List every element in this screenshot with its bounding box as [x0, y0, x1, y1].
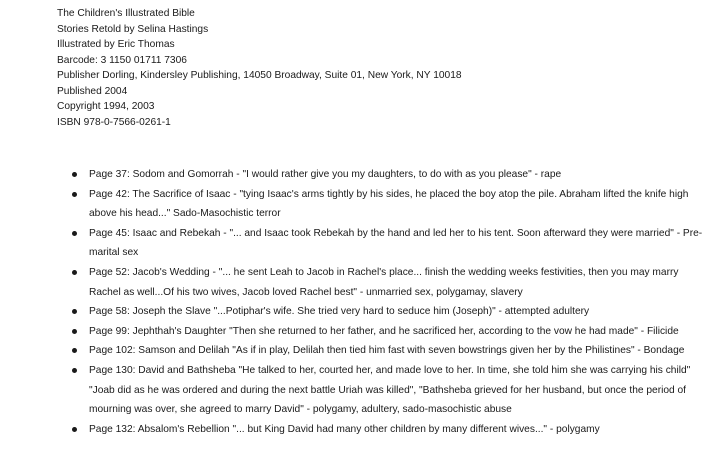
list-item — [72, 165, 712, 185]
list-item — [72, 224, 712, 263]
story-bullet-list — [72, 165, 712, 439]
book-publisher: Publisher Dorling, Kindersley Publishing, 14050 Broadway, Suite 01, New York, NY 10018 — [57, 70, 462, 81]
list-item-text: Page 99: Jephthah's Daughter "Then she returned to her father, and he sacrificed her, according to the vow he had made" - Filicide — [89, 325, 679, 337]
bullet-icon — [72, 427, 77, 432]
book-published-date: Published 2004 — [57, 85, 128, 97]
list-item-text: Page 132: Absalom's Rebellion "... but King David had many other children by many different wives..." - polygamy — [89, 423, 600, 435]
bullet-icon — [72, 329, 77, 334]
bullet-icon — [72, 172, 77, 177]
bullet-icon — [72, 348, 77, 353]
bullet-icon — [72, 368, 77, 373]
bullet-icon — [72, 270, 77, 275]
book-barcode: Barcode: 3 1150 01711 7306 — [57, 54, 187, 66]
list-item-text: Page 130: David and Bathsheba "He talked to her, courted her, and made love to her. In time, she told him she was carrying his child" "Joab did as he was ordered and during the next battle Uriah was killed", "Bathsheba grieved for her husband, but once the period of mourning was over, she agreed to marry David" - polygamy, adultery, sado-masochistic abuse — [89, 364, 691, 416]
list-item-text: Page 45: Isaac and Rebekah - "... and Isaac took Rebekah by the hand and led her to his tent. Soon afterward they were married" - Pre-marital sex — [89, 227, 703, 259]
list-item-text: Page 42: The Sacrifice of Isaac - "tying Isaac's arms tightly by his sides, he placed the boy atop the pile. Abraham lifted the knife high above his head..." Sado-Masochistic terror — [89, 188, 689, 220]
bullet-icon — [72, 309, 77, 314]
book-details — [57, 6, 462, 130]
bullet-icon — [72, 192, 77, 197]
list-item — [72, 322, 712, 342]
book-copyright: Copyright 1994, 2003 — [57, 101, 155, 112]
list-item — [72, 361, 712, 420]
list-item — [72, 263, 712, 302]
list-item-text: Page 102: Samson and Delilah "As if in play, Delilah then tied him fast with seven bowstrings given her by the Philistines" - Bondage — [89, 345, 685, 357]
book-title: The Children's Illustrated Bible — [57, 8, 195, 19]
list-item — [72, 420, 712, 440]
bullet-icon — [72, 231, 77, 236]
list-item — [72, 341, 712, 361]
book-author: Stories Retold by Selina Hastings — [57, 23, 209, 35]
book-illustrator: Illustrated by Eric Thomas — [57, 39, 175, 50]
book-isbn: ISBN 978-0-7566-0261-1 — [57, 116, 171, 128]
list-item-text: Page 58: Joseph the Slave "...Potiphar's wife. She tried very hard to seduce him (Joseph)" - attempted adultery — [89, 306, 590, 318]
list-item-text: Page 52: Jacob's Wedding - "... he sent Leah to Jacob in Rachel's place... finish the wedding weeks festivities, then you may marry Rachel as well...Of his two wives, Jacob loved Rachel best" - unmarried sex, polygamay, slavery — [89, 266, 679, 298]
list-item-text: Page 37: Sodom and Gomorrah - "I would rather give you my daughters, to do with as you please" - rape — [89, 169, 562, 180]
list-item — [72, 302, 712, 322]
list-item — [72, 185, 712, 224]
